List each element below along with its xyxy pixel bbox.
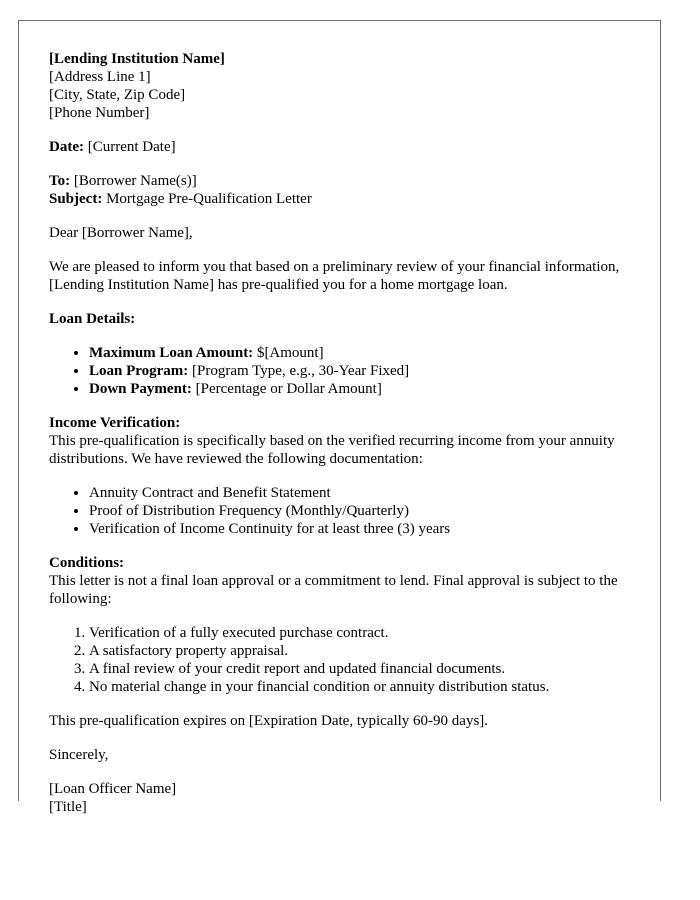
list-item: 3. A final review of your credit report and updated financial documents. xyxy=(89,660,639,678)
income-verification-text: This pre-qualification is specifically based on the verified recurring income from your annuity distributions. We have reviewed the following documentation: xyxy=(49,433,615,467)
subject-value: Mortgage Pre-Qualification Letter xyxy=(102,191,312,207)
address-line-1: [Address Line 1] xyxy=(49,69,151,85)
expiration-notice: This pre-qualification expires on [Expiration Date, typically 60-90 days]. xyxy=(49,713,489,729)
date-value: [Current Date] xyxy=(83,139,176,155)
phone-number: [Phone Number] xyxy=(49,105,150,121)
conditions-title: Conditions: xyxy=(49,555,125,571)
conditions-text: This letter is not a final loan approval or a commitment to lend. Final approval is subject to the following: xyxy=(49,573,618,607)
conditions-list xyxy=(49,624,639,696)
loan-program-label: Loan Program: xyxy=(89,363,189,379)
to-label: To: xyxy=(49,173,71,189)
list-item xyxy=(89,380,639,398)
list-item: • Verification of Income Continuity for at least three (3) years xyxy=(89,520,639,538)
salutation: Dear [Borrower Name], xyxy=(49,225,193,241)
down-payment-label: Down Payment: xyxy=(89,381,192,397)
list-item: 1. Verification of a fully executed purchase contract. xyxy=(89,624,639,642)
list-item xyxy=(89,362,639,380)
loan-amount-value: $[Amount] xyxy=(253,345,324,361)
list-item: • Annuity Contract and Benefit Statement xyxy=(89,484,639,502)
list-item xyxy=(89,344,639,362)
list-item: 2. A satisfactory property appraisal. xyxy=(89,642,639,660)
city-state-zip: [City, State, Zip Code] xyxy=(49,87,186,103)
loan-officer-title: [Title] xyxy=(49,799,87,815)
loan-details-list xyxy=(49,344,639,398)
letter-content xyxy=(49,50,639,832)
date-line xyxy=(49,138,639,156)
letter-page xyxy=(18,20,661,815)
date-label: Date: xyxy=(49,139,84,155)
letter-header xyxy=(49,50,639,122)
list-item: 4. No material change in your financial condition or annuity distribution status. xyxy=(89,678,639,696)
signature-block xyxy=(49,780,639,816)
intro-paragraph: We are pleased to inform you that based on a preliminary review of your financial information, [Lending Institution Name] has pre-qualified you for a home mortgage loan. xyxy=(49,259,620,293)
income-verification-title: Income Verification: xyxy=(49,415,181,431)
loan-details-title: Loan Details: xyxy=(49,311,136,327)
institution-name: [Lending Institution Name] xyxy=(49,51,225,67)
down-payment-value: [Percentage or Dollar Amount] xyxy=(191,381,382,397)
loan-officer-name: [Loan Officer Name] xyxy=(49,781,177,797)
list-item: • Proof of Distribution Frequency (Monthly/Quarterly) xyxy=(89,502,639,520)
closing: Sincerely, xyxy=(49,747,109,763)
subject-label: Subject: xyxy=(49,191,103,207)
loan-amount-label: Maximum Loan Amount: xyxy=(89,345,254,361)
income-documents-list xyxy=(49,484,639,538)
loan-program-value: [Program Type, e.g., 30-Year Fixed] xyxy=(188,363,410,379)
to-value: [Borrower Name(s)] xyxy=(70,173,197,189)
recipient-block xyxy=(49,172,639,208)
